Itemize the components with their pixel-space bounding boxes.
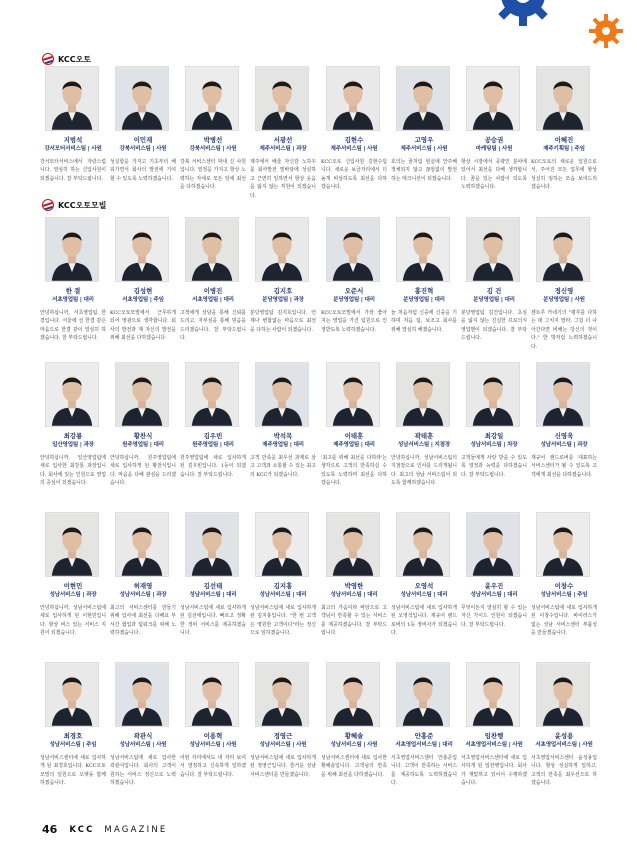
person-silhouette-icon bbox=[537, 363, 589, 426]
staff-greeting: 늘 처음처럼 신중에 신중을 기하며 처음 팀, 보조고 회사를 위해 열심히 해겠습니다. bbox=[391, 310, 457, 333]
person-silhouette-icon bbox=[256, 67, 308, 130]
staff-name: 김 건 bbox=[486, 287, 502, 295]
staff-card bbox=[180, 362, 246, 507]
staff-greeting: KCC오토의 새로운 일원으로서, 주어진 모든 업무에 항상 성실히 임하는 모습 보여드리겠습니다. bbox=[531, 159, 597, 191]
staff-card bbox=[110, 662, 176, 807]
page-footer bbox=[42, 823, 167, 836]
staff-department: 원주영업팀 | 대리 bbox=[192, 442, 234, 448]
staff-department: 제주서비스팀 | 과장 bbox=[259, 146, 307, 152]
staff-name: 박병선 bbox=[203, 136, 223, 144]
person-silhouette-icon bbox=[537, 67, 589, 130]
staff-card bbox=[250, 362, 316, 507]
portrait-photo bbox=[255, 66, 309, 131]
staff-department: 성남서비스팀 | 대리 bbox=[470, 592, 518, 598]
staff-greeting: 젠트루 카네기의 "평루를 다하는 데 그치지 말라, 그걸 더 나아간다면 비해는 당신의 것이다." 한 방처럼 노력하겠습니다. bbox=[531, 310, 597, 350]
staff-card bbox=[321, 217, 387, 362]
staff-greeting: 안녕하십니까, 성남서비스팀의 지점장으로 인사를 드리게됩니다. 최고의 성남 서비스팀이 되도록 함께하겠습니다. bbox=[391, 455, 457, 487]
person-silhouette-icon bbox=[397, 513, 449, 576]
staff-department: 제주서비스팀 | 사원 bbox=[330, 146, 378, 152]
staff-greeting: 안녕하십니까, 성남서비스팀에 새로 입사하게 된 이현민입니다. 항상 비스 있는 서비스 지원이 되겠습니다. bbox=[40, 605, 106, 637]
staff-greeting: 고객 만족을 최우선 과제로 삼고 고객과 소통할 수 있는 최고의 KCC가 되겠습니다. bbox=[250, 455, 316, 478]
staff-greeting: 서초영업서비스센터 윤성용입니다. 항상 성실하게 일하고, 고객의 만족을 최우선으로 하겠습니다. bbox=[531, 755, 597, 787]
staff-department: 서초영업서비스팀 | 사원 bbox=[535, 742, 593, 748]
staff-card bbox=[110, 362, 176, 507]
staff-greeting: 어떤 자리에서도 내 자리 보여서 열정하고 신속하게 일하겠습니다. 잘 부탁드립니다. bbox=[180, 755, 246, 778]
staff-card bbox=[391, 217, 457, 362]
kcc-logo-icon bbox=[42, 53, 54, 65]
staff-greeting: '최고를 위해 최선을 다하라'는 생각으로 고객의 만족하실 수 있도록 노력하며 최선을 다하겠습니다. bbox=[321, 455, 387, 487]
staff-card bbox=[531, 217, 597, 362]
staff-greeting: 성실함을 가지고 기초부터 배워가면서 회사의 발전에 기여할 수 있도록 노력하겠습니다. bbox=[110, 159, 176, 182]
staff-card bbox=[180, 66, 246, 211]
staff-department: 분당영업팀 | 과장 bbox=[262, 297, 304, 303]
portrait-photo bbox=[466, 217, 520, 282]
staff-row bbox=[40, 66, 610, 211]
portrait-photo bbox=[185, 217, 239, 282]
staff-row bbox=[40, 362, 610, 507]
staff-department: 성남서비스팀 | 대리 bbox=[189, 592, 237, 598]
staff-greeting: 성남서비스팀에 새로 입사하게 된 이창수입니다. 바이러스가 없는 성남 서비스센터 부품성을 만들겠습니다. bbox=[531, 605, 597, 637]
staff-department: 분당영업팀 | 대리 bbox=[473, 297, 515, 303]
person-silhouette-icon bbox=[467, 67, 519, 130]
staff-department: 제주기획팀 | 주임 bbox=[543, 146, 585, 152]
staff-card bbox=[461, 362, 527, 507]
staff-name: 황혜솔 bbox=[344, 732, 364, 740]
staff-row bbox=[40, 217, 610, 362]
blue-gear-decoration bbox=[492, 0, 554, 26]
portrait-photo bbox=[466, 512, 520, 577]
person-silhouette-icon bbox=[467, 663, 519, 726]
person-silhouette-icon bbox=[116, 513, 168, 576]
staff-department: 서초영업팀 | 주임 bbox=[122, 297, 164, 303]
person-silhouette-icon bbox=[116, 663, 168, 726]
staff-name: 이용혁 bbox=[203, 732, 223, 740]
staff-greeting: 분당영업팀 김지호입니다. 언제나 변함없는 마음으로 최선을 다하는 사람이 되겠습니다. bbox=[250, 310, 316, 333]
person-silhouette-icon bbox=[186, 513, 238, 576]
portrait-photo bbox=[255, 362, 309, 427]
staff-card bbox=[180, 512, 246, 657]
staff-card bbox=[180, 217, 246, 362]
portrait-photo bbox=[185, 362, 239, 427]
portrait-photo bbox=[115, 66, 169, 131]
person-silhouette-icon bbox=[186, 663, 238, 726]
staff-name: 신영욱 bbox=[554, 432, 574, 440]
person-silhouette-icon bbox=[397, 67, 449, 130]
staff-greeting: 성남서비스팀에 새로 입사하게 된 오영석입니다. 재규어 랜드로버의 1등 정비사가 되겠습니다. bbox=[391, 605, 457, 637]
portrait-photo bbox=[255, 662, 309, 727]
staff-department: 서초영업팀 | 대리 bbox=[52, 297, 94, 303]
staff-name: 이창수 bbox=[554, 582, 574, 590]
person-silhouette-icon bbox=[327, 218, 379, 281]
portrait-photo bbox=[396, 362, 450, 427]
staff-greeting: 성남서비스팀에 새로 입사한 곽관식입니다. 회사의 고객이 원하는 서비스 정신으로 노력하겠습니다. bbox=[110, 755, 176, 787]
section-title: KCC오토 bbox=[58, 54, 92, 64]
staff-department: 분당영업팀 | 대리 bbox=[403, 297, 445, 303]
staff-department: 성남서비스팀 | 사원 bbox=[259, 742, 307, 748]
staff-name: 오영석 bbox=[414, 582, 434, 590]
portrait-photo bbox=[45, 362, 99, 427]
staff-card bbox=[461, 662, 527, 807]
person-silhouette-icon bbox=[116, 363, 168, 426]
staff-name: 한 결 bbox=[65, 287, 81, 295]
staff-greeting: 성남서비스팀에 새로 입사하게 된 정영근입니다. 즐거운 성남 서비스센터를 만들겠습니다. bbox=[250, 755, 316, 778]
staff-card bbox=[40, 66, 106, 211]
staff-card bbox=[250, 662, 316, 807]
portrait-photo bbox=[326, 66, 380, 131]
staff-card bbox=[391, 66, 457, 211]
staff-card bbox=[461, 512, 527, 657]
staff-greeting: 항상 시장에서 공략인 분야에 있어서 최선을 다해 생각합니다. 꿈을 있는 사람이 되도록 노력하겠습니다. bbox=[461, 159, 527, 191]
staff-name: 이태훈 bbox=[344, 432, 364, 440]
staff-card bbox=[391, 362, 457, 507]
portrait-photo bbox=[255, 512, 309, 577]
staff-card bbox=[250, 66, 316, 211]
staff-department: 서초영업서비스팀 | 대리 bbox=[395, 742, 453, 748]
staff-name: 최강일 bbox=[484, 432, 504, 440]
staff-greeting: 최고의 서비스센터를 만들기 위해 입사에 최선을 다해요 부서간 협업과 팀워크를 위해 노력하겠습니다. bbox=[110, 605, 176, 637]
staff-name: 이현민 bbox=[63, 582, 83, 590]
staff-name: 정신영 bbox=[554, 287, 574, 295]
staff-department: 분당영업팀 | 대리 bbox=[333, 297, 375, 303]
staff-name: 박석목 bbox=[273, 432, 293, 440]
portrait-photo bbox=[396, 662, 450, 727]
portrait-photo bbox=[536, 662, 590, 727]
staff-name: 김성현 bbox=[133, 287, 153, 295]
person-silhouette-icon bbox=[186, 67, 238, 130]
section-label-kcc-auto bbox=[42, 52, 91, 66]
portrait-photo bbox=[45, 662, 99, 727]
person-silhouette-icon bbox=[116, 218, 168, 281]
staff-department: 성남서비스팀 | 대리 bbox=[259, 592, 307, 598]
portrait-photo bbox=[396, 217, 450, 282]
portrait-photo bbox=[396, 512, 450, 577]
staff-name: 이민재 bbox=[133, 136, 153, 144]
magazine-title: KCC MAGAZINE bbox=[69, 824, 168, 835]
staff-name: 허재영 bbox=[133, 582, 153, 590]
portrait-photo bbox=[185, 66, 239, 131]
portrait-photo bbox=[115, 362, 169, 427]
portrait-photo bbox=[536, 66, 590, 131]
staff-name: 공승권 bbox=[484, 136, 504, 144]
staff-card bbox=[250, 217, 316, 362]
staff-greeting: 성남서비스팀에 새로 입사하게 된 김선태입니다. 빠르고 정확한 정비 서비스를 제공하겠습니다. bbox=[180, 605, 246, 637]
portrait-photo bbox=[185, 662, 239, 727]
staff-greeting: 안녕하십니까, 일산영업팀에 새로 입사한 최강룡 과장입니다. 회사에 있는 인원으로 영업의 중심이 되겠습니다. bbox=[40, 455, 106, 487]
person-silhouette-icon bbox=[467, 218, 519, 281]
person-silhouette-icon bbox=[537, 513, 589, 576]
staff-department: 성남서비스팀 | 과장 bbox=[540, 442, 588, 448]
staff-card bbox=[461, 217, 527, 362]
portrait-photo bbox=[115, 512, 169, 577]
person-silhouette-icon bbox=[327, 513, 379, 576]
staff-card bbox=[40, 362, 106, 507]
person-silhouette-icon bbox=[467, 363, 519, 426]
staff-name: 최강룡 bbox=[63, 432, 83, 440]
staff-name: 서광선 bbox=[273, 136, 293, 144]
staff-card bbox=[250, 512, 316, 657]
staff-greeting: KCC오토 신입사원 김현수입니다. 새로운 보금자리에서 더 높게 비상하도록 최선을 다하겠습니다. bbox=[321, 159, 387, 191]
staff-name: 정영근 bbox=[273, 732, 293, 740]
portrait-photo bbox=[536, 217, 590, 282]
person-silhouette-icon bbox=[256, 218, 308, 281]
portrait-photo bbox=[45, 512, 99, 577]
staff-department: 성남서비스팀 | 사원 bbox=[330, 742, 378, 748]
staff-greeting: 최고의 가슴이라 바탕으로 고객님이 만족할 수 있는 서비스를 제공하겠습니다. 잘 부탁드립니다. bbox=[321, 605, 387, 637]
staff-department: 성남서비스팀 | 주임 bbox=[49, 742, 97, 748]
portrait-photo bbox=[466, 662, 520, 727]
staff-department: 일산영업팀 | 과장 bbox=[52, 442, 94, 448]
staff-name: 지범석 bbox=[63, 136, 83, 144]
staff-card bbox=[461, 66, 527, 211]
person-silhouette-icon bbox=[397, 663, 449, 726]
staff-department: 성남서비스팀 | 사원 bbox=[189, 742, 237, 748]
orange-gear-decoration bbox=[589, 14, 623, 48]
portrait-photo bbox=[185, 512, 239, 577]
staff-department: 성남서비스팀 | 차장 bbox=[470, 442, 518, 448]
portrait-photo bbox=[115, 662, 169, 727]
staff-department: 성남서비스팀 | 과장 bbox=[49, 592, 97, 598]
staff-department: 원주영업팀 | 대리 bbox=[122, 442, 164, 448]
portrait-photo bbox=[255, 217, 309, 282]
portrait-photo bbox=[115, 217, 169, 282]
staff-card bbox=[110, 66, 176, 211]
staff-name: 박영한 bbox=[344, 582, 364, 590]
staff-department: 제주서비스팀 | 사원 bbox=[400, 146, 448, 152]
staff-department: 제주영업팀 | 대리 bbox=[333, 442, 375, 448]
staff-greeting: 성남서비스센터에 새로 입사하게 된 최경호입니다. KCC오토모빌의 일원으로 오랫동 함께하겠습니다. bbox=[40, 755, 106, 787]
person-silhouette-icon bbox=[46, 67, 98, 130]
staff-name: 김선태 bbox=[203, 582, 223, 590]
person-silhouette-icon bbox=[116, 67, 168, 130]
staff-greeting: 서초영업서비스센터 안홍준입니다. 고객이 만족하는 서비스를 제공하도록 노력하겠습니다. bbox=[391, 755, 457, 787]
staff-row bbox=[40, 512, 610, 657]
staff-greeting: 성남서비스팀에 새로 입사하게 된 김지홍입니다. "한 번 고객은 영원한 고객이다"라는 정신으로 임하겠습니다. bbox=[250, 605, 316, 637]
staff-card bbox=[110, 217, 176, 362]
person-silhouette-icon bbox=[397, 363, 449, 426]
staff-greeting: 강서모터서비스에서 자랑스럽니다. 열심히 하는 신입사원이 되겠습니다. 잘 부탁드립니다. bbox=[40, 159, 106, 182]
staff-row bbox=[40, 662, 610, 807]
person-silhouette-icon bbox=[256, 513, 308, 576]
staff-name: 오준서 bbox=[344, 287, 364, 295]
staff-department: 서초영업팀 | 대리 bbox=[192, 297, 234, 303]
staff-name: 최경호 bbox=[63, 732, 83, 740]
person-silhouette-icon bbox=[537, 663, 589, 726]
portrait-photo bbox=[536, 512, 590, 577]
staff-name: 이혜진 bbox=[554, 136, 574, 144]
staff-card bbox=[531, 362, 597, 507]
staff-greeting: 안녕하십니까, 서초영업팀 한결입니다. 서울에 선 한결 같은 마음으로 한결 같이 열심히 하겠습니다. 잘 부탁드립니다. bbox=[40, 310, 106, 342]
staff-greeting: 호의는 꿈처럼 현실에 안주해 정체되지 않고 끊임없이 발전하는 태크니션이 되겠습니다. bbox=[391, 159, 457, 182]
staff-card bbox=[321, 362, 387, 507]
page-number: 46 bbox=[42, 823, 58, 836]
staff-name: 이병진 bbox=[203, 287, 223, 295]
staff-department: 서초영업서비스팀 | 사원 bbox=[465, 742, 523, 748]
staff-card bbox=[391, 512, 457, 657]
staff-greeting: 제주에서 배울 자신감 노하우를 회사발전 밑바탕에 성심하고 근면히 일하면서 항상 웃음을 잃지 않는 직원이 되겠습니다. bbox=[250, 159, 316, 199]
staff-name: 홍진혁 bbox=[414, 287, 434, 295]
person-silhouette-icon bbox=[46, 513, 98, 576]
staff-greeting: KCC오토모빌에서 가장 좋아지는 영업을 가진 팀원으로 인정받도록 노력하겠습니다. bbox=[321, 310, 387, 333]
staff-greeting: 강북 서비스센터 막내 신 사원입니다. 열정을 가지고 항상 노력하는 자세로 모든 일에 최선을 다하겠습니다. bbox=[180, 159, 246, 191]
staff-card bbox=[40, 662, 106, 807]
staff-department: 성남서비스팀 | 주임 bbox=[540, 592, 588, 598]
staff-card bbox=[321, 66, 387, 211]
staff-card bbox=[531, 512, 597, 657]
portrait-photo bbox=[45, 217, 99, 282]
staff-department: 성남서비스팀 | 대리 bbox=[330, 592, 378, 598]
staff-department: 강서모터서비스팀 | 사원 bbox=[44, 146, 102, 152]
staff-name: 임찬행 bbox=[484, 732, 504, 740]
portrait-photo bbox=[45, 66, 99, 131]
staff-greeting: 분당영업팀 김건입니다. 초심을 잃지 않는 진실한 프로의식 영업맨이 되겠습니다. 잘 부탁드립니다. bbox=[461, 310, 527, 342]
staff-greeting: 고객들에게 사랑 받을 수 있도록 열정과 능력을 다하겠습니다. 잘 부탁드립니다. bbox=[461, 455, 527, 478]
staff-name: 김지호 bbox=[273, 287, 293, 295]
portrait-photo bbox=[326, 662, 380, 727]
staff-name: 김지홍 bbox=[273, 582, 293, 590]
staff-department: 강북서비스팀 | 사원 bbox=[119, 146, 167, 152]
person-silhouette-icon bbox=[537, 218, 589, 281]
portrait-photo bbox=[326, 362, 380, 427]
person-silhouette-icon bbox=[256, 363, 308, 426]
staff-card bbox=[110, 512, 176, 657]
person-silhouette-icon bbox=[46, 363, 98, 426]
staff-name: 윤성용 bbox=[554, 732, 574, 740]
staff-name: 안홍준 bbox=[414, 732, 434, 740]
person-silhouette-icon bbox=[397, 218, 449, 281]
person-silhouette-icon bbox=[327, 67, 379, 130]
person-silhouette-icon bbox=[46, 218, 98, 281]
staff-greeting: 원주영업팀에 새로 입사하게 된 김우빈입니다. 1등이 되겠습니다. 잘 부탁드립니다. bbox=[180, 455, 246, 478]
staff-greeting: 안녕하십니까, 원주영업팀에 새로 입사하게 된 황찬식입니다. 마음을 다해 관심을 드리겠습니다. bbox=[110, 455, 176, 487]
person-silhouette-icon bbox=[467, 513, 519, 576]
staff-card bbox=[321, 662, 387, 807]
staff-greeting: 서초영업서비스센터에 새로 입사하게 된 임찬행입니다. 회사가 재밌하고 있어서 수행하겠습니다. bbox=[461, 755, 527, 787]
person-silhouette-icon bbox=[327, 363, 379, 426]
staff-greeting: 무엇이든지 열심히 할 수 있는 자신 가이드 인원이 되겠습니다. 잘 부탁드립니다. bbox=[461, 605, 527, 628]
staff-greeting: 고객에게 상담을 통해 신뢰를 드리고, 자부심을 통해 믿음을 드리겠습니다. 잘 부탁드립니다. bbox=[180, 310, 246, 342]
portrait-photo bbox=[466, 362, 520, 427]
staff-department: 성남서비스팀 | 대리 bbox=[400, 592, 448, 598]
person-silhouette-icon bbox=[256, 663, 308, 726]
portrait-photo bbox=[326, 217, 380, 282]
staff-card bbox=[531, 66, 597, 211]
section-title: KCC오토모빌 bbox=[58, 200, 107, 210]
person-silhouette-icon bbox=[46, 663, 98, 726]
staff-card bbox=[180, 662, 246, 807]
person-silhouette-icon bbox=[327, 663, 379, 726]
staff-name: 곽관식 bbox=[133, 732, 153, 740]
staff-department: 마케팅팀 | 사원 bbox=[475, 146, 513, 152]
staff-card bbox=[391, 662, 457, 807]
portrait-photo bbox=[326, 512, 380, 577]
staff-department: 성남서비스팀 | 사원 bbox=[119, 742, 167, 748]
staff-department: 강북서비스팀 | 사원 bbox=[189, 146, 237, 152]
staff-name: 황찬식 bbox=[133, 432, 153, 440]
staff-card bbox=[40, 217, 106, 362]
staff-card bbox=[40, 512, 106, 657]
staff-department: 성남서비스팀 | 지점장 bbox=[397, 442, 451, 448]
staff-card bbox=[531, 662, 597, 807]
staff-department: 성남서비스팀 | 과장 bbox=[119, 592, 167, 598]
staff-greeting: KCC오토모빌에서 근무하게 되어 영광으로 생각합니다. 회사의 발전과 제 자신의 발전을 위해 최선을 다하겠습니다. bbox=[110, 310, 176, 342]
staff-name: 김현수 bbox=[344, 136, 364, 144]
staff-department: 제주영업팀 | 대리 bbox=[262, 442, 304, 448]
staff-name: 고영우 bbox=[414, 136, 434, 144]
portrait-photo bbox=[396, 66, 450, 131]
staff-greeting: 재규어 랜드로버를 대표하는 서비스센터가 될 수 있도록 고객에게 최선을 다하겠습니다. bbox=[531, 455, 597, 478]
staff-name: 김우빈 bbox=[203, 432, 223, 440]
staff-greeting: 성남서비스센터에 새로 입사한 황혜솔입니다. 고객님의 만족을 위해 최선을 다하겠습니다. bbox=[321, 755, 387, 778]
portrait-photo bbox=[536, 362, 590, 427]
person-silhouette-icon bbox=[186, 363, 238, 426]
staff-name: 윤우진 bbox=[484, 582, 504, 590]
person-silhouette-icon bbox=[186, 218, 238, 281]
staff-name: 곽태훈 bbox=[414, 432, 434, 440]
staff-department: 분당영업팀 | 사원 bbox=[543, 297, 585, 303]
staff-card bbox=[321, 512, 387, 657]
portrait-photo bbox=[466, 66, 520, 131]
